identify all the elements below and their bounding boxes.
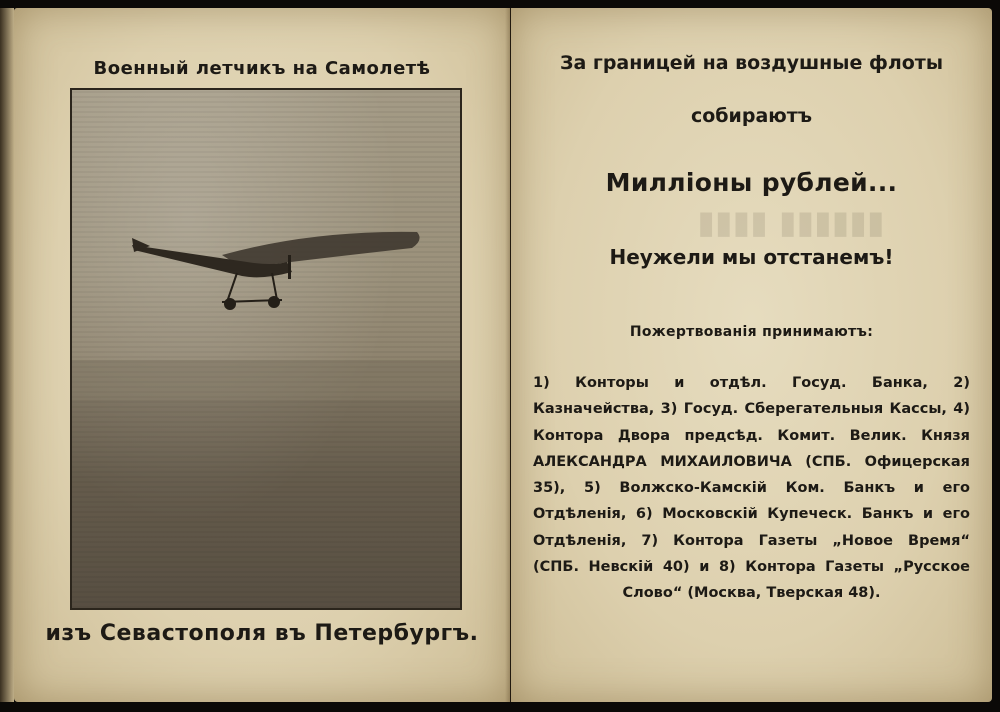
millions-headline: Милліоны рублей... [605, 168, 898, 197]
airplane-photo [70, 88, 462, 610]
right-page [511, 8, 992, 702]
page-edge [0, 8, 14, 702]
bleed-through-text: ▮▮▮▮▮▮ ▮▮▮▮ [697, 203, 885, 241]
photo-caption-bottom: изъ Севастополя въ Петербургъ. [45, 621, 479, 646]
left-page [14, 8, 510, 702]
question-headline: Неужели мы отстанемъ! [609, 245, 894, 269]
photo-caption-top: Военный летчикъ на Самолетѣ [93, 58, 431, 79]
headline-line-2: собираютъ [690, 105, 813, 127]
recipients-paragraph: 1) Конторы и отдѣл. Госуд. Банка, 2) Казначейства, 3) Госуд. Сберегательныя Кассы, 4) Контора Двора предсѣд. Комит. Велик. Князя АЛЕКСАНДРА МИХАИЛОВИЧА (СПБ. Офицерская 35), 5) Волжско-Камскій Ком. Банкъ и его Отдѣленія, 6) Московскій Купеческ. Банкъ и его Отдѣленія, 7) Контора Газеты „Новое Время“ (СПБ. Невскій 40) и 8) Контора Газеты „Русское Слово“ (Москва, Тверская 48). [533, 375, 970, 602]
donations-heading: Пожертвованія принимаютъ: [629, 324, 874, 340]
airplane-illustration [72, 90, 460, 608]
headline-line-1: За границей на воздушные флоты [559, 52, 944, 74]
